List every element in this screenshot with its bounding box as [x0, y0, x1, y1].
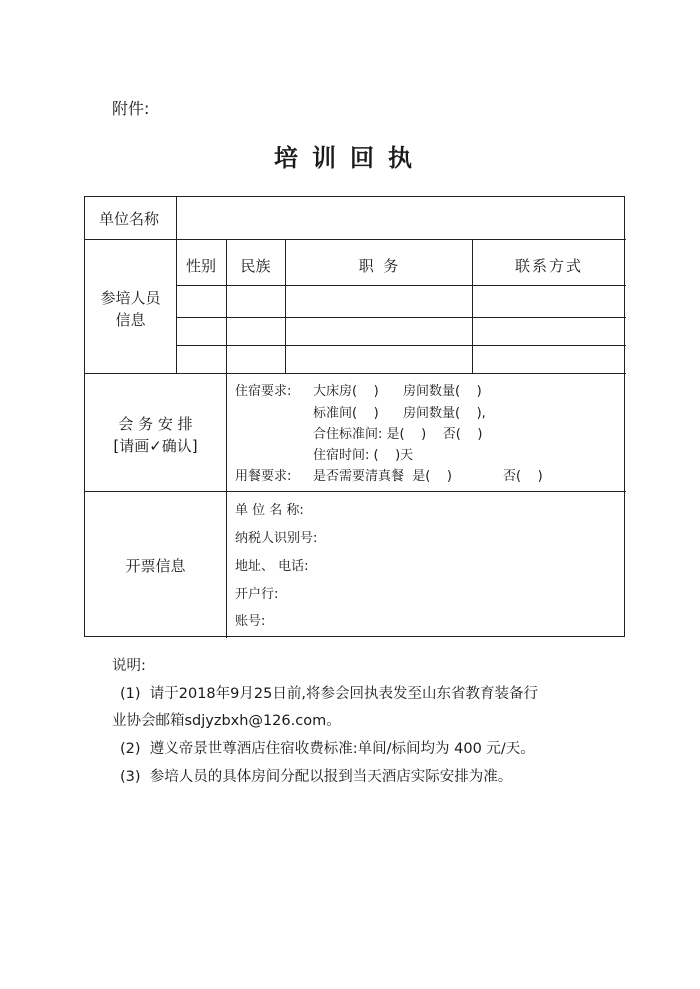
- standard-room-count[interactable]: 房间数量( ),: [403, 406, 486, 421]
- shared-room-option[interactable]: 合住标准间: 是( ) 否( ): [313, 427, 483, 442]
- invoice-address-phone[interactable]: 地址、 电话:: [235, 559, 309, 574]
- row-divider: [85, 239, 626, 240]
- column-header-contact: 联系方式: [514, 257, 583, 275]
- invoice-bank[interactable]: 开户行:: [235, 587, 279, 602]
- column-header-gender: 性别: [185, 257, 216, 275]
- column-header-position: 职 务: [358, 257, 399, 275]
- meeting-label: 会 务 安 排: [118, 415, 193, 433]
- invoice-unit-name[interactable]: 单 位 名 称:: [235, 503, 304, 518]
- note-item-2: (2) 遵义帝景世尊酒店住宿收费标准:单间/标间均为 400 元/天。: [120, 741, 535, 757]
- participants-label: 参培人员: [100, 289, 161, 307]
- king-room-count[interactable]: 房间数量( ): [403, 384, 482, 399]
- invoice-label: 开票信息: [125, 557, 186, 575]
- invoice-account[interactable]: 账号:: [235, 614, 266, 629]
- page-title: 培训回执: [274, 144, 426, 172]
- notes-heading: 说明:: [112, 658, 146, 674]
- row-divider: [176, 285, 626, 286]
- receipt-form-table: [84, 196, 625, 637]
- attachment-label: 附件:: [112, 99, 150, 118]
- unit-name-field[interactable]: [177, 198, 624, 238]
- stay-duration-field[interactable]: 住宿时间: ( )天: [313, 448, 414, 463]
- king-room-option[interactable]: 大床房( ): [313, 384, 379, 399]
- note-item-3: (3) 参培人员的具体房间分配以报到当天酒店实际安排为准。: [120, 769, 513, 785]
- row-divider: [176, 317, 626, 318]
- participants-label-sub: 信息: [115, 311, 146, 329]
- note-item-1-cont: 业协会邮箱sdjyzbxh@126.com。: [112, 713, 341, 729]
- note-item-1: (1) 请于2018年9月25日前,将参会回执表发至山东省教育装备行: [120, 686, 538, 702]
- lodging-label: 住宿要求:: [235, 384, 292, 399]
- halal-yes-option[interactable]: 是否需要清真餐 是( ): [313, 469, 452, 484]
- row-divider: [85, 373, 626, 374]
- column-header-ethnicity: 民族: [240, 257, 271, 275]
- column-divider: [226, 373, 227, 638]
- meeting-label-sub: [请画✓确认]: [113, 437, 198, 455]
- dining-label: 用餐要求:: [235, 469, 292, 484]
- row-divider: [176, 345, 626, 346]
- unit-name-label: 单位名称: [99, 210, 160, 228]
- halal-no-option[interactable]: 否( ): [503, 469, 543, 484]
- invoice-tax-id[interactable]: 纳税人识别号:: [235, 531, 318, 546]
- row-divider: [85, 491, 626, 492]
- standard-room-option[interactable]: 标准间( ): [313, 406, 379, 421]
